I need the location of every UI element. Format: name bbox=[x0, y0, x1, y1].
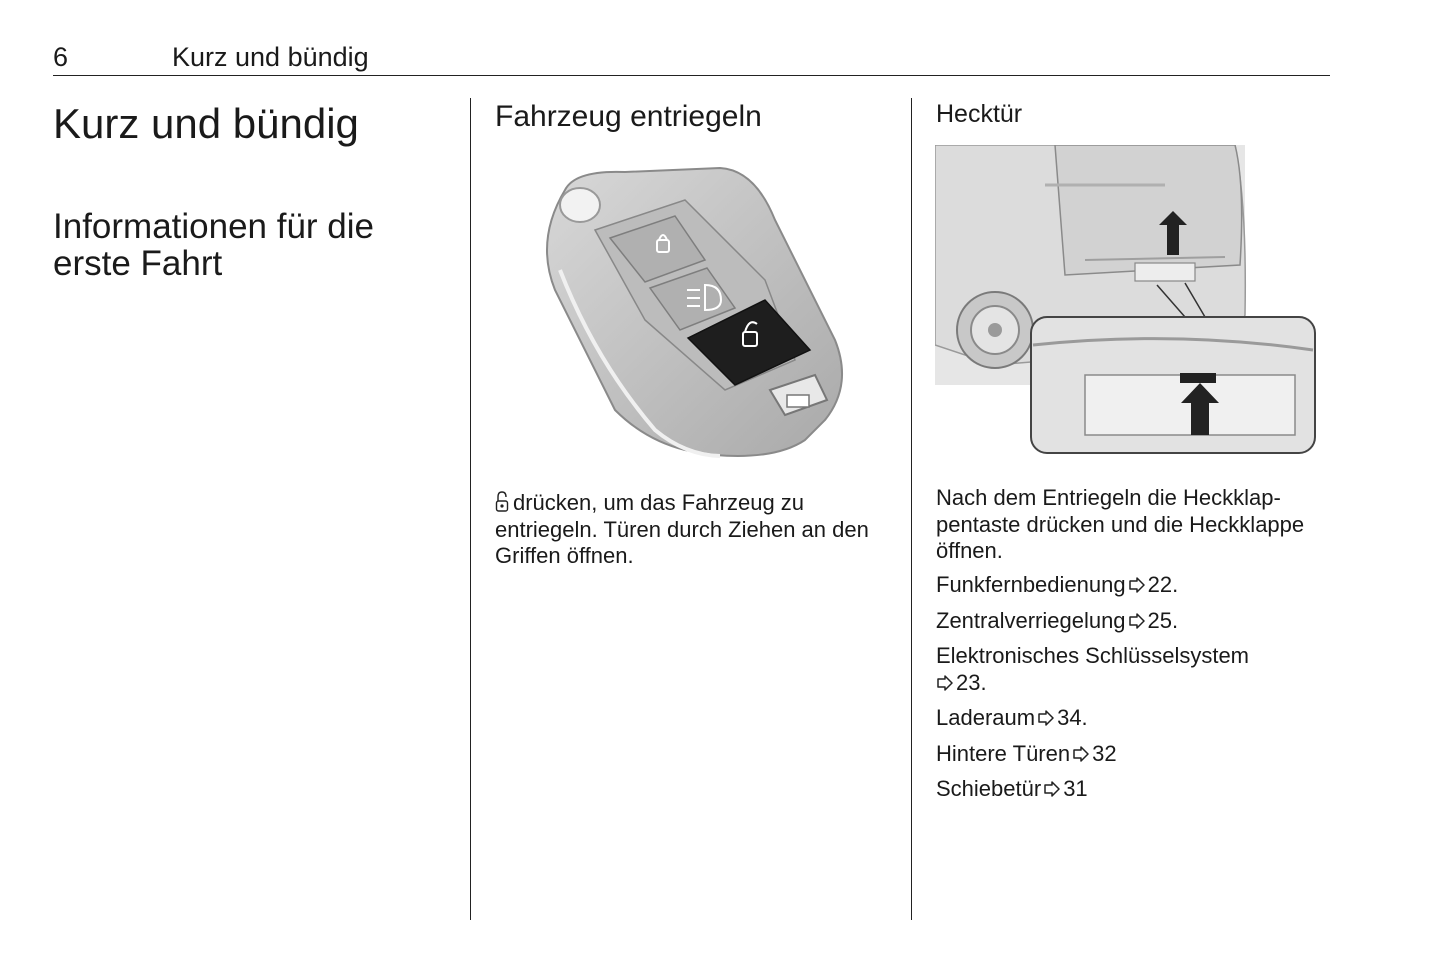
reference-page: 32 bbox=[1092, 740, 1117, 766]
reference-label: Hintere Türen bbox=[936, 740, 1071, 766]
reference-list bbox=[936, 572, 1336, 812]
reference-label: Laderaum bbox=[936, 705, 1036, 730]
reference-page: 23. bbox=[956, 669, 987, 695]
tailgate-illustration bbox=[935, 145, 1317, 457]
page-reference-arrow-icon bbox=[1072, 746, 1090, 762]
reference-label: Funkfernbedienung bbox=[936, 572, 1126, 597]
reference-label: Elektronisches Schlüsselsystem bbox=[936, 643, 1250, 668]
page-reference-arrow-icon bbox=[1037, 710, 1055, 726]
reference-page: 22. bbox=[1147, 572, 1179, 597]
running-title: Kurz und bündig bbox=[172, 42, 369, 72]
reference-page: 25. bbox=[1147, 607, 1179, 633]
header-rule bbox=[53, 75, 1330, 76]
reference-item[interactable] bbox=[936, 608, 1336, 635]
remote-key-illustration bbox=[535, 160, 855, 465]
reference-item[interactable] bbox=[936, 643, 1336, 696]
chapter-title: Kurz und bündig bbox=[53, 100, 359, 147]
page-reference-arrow-icon bbox=[1043, 781, 1061, 797]
page-number: 6 bbox=[53, 42, 69, 72]
unlock-icon bbox=[495, 491, 509, 513]
column-divider-1 bbox=[470, 98, 471, 920]
page-reference-arrow-icon bbox=[936, 675, 954, 691]
reference-page: 31 bbox=[1063, 776, 1088, 801]
unlock-instructions bbox=[495, 490, 875, 570]
reference-item[interactable] bbox=[936, 741, 1336, 768]
tailgate-heading: Hecktür bbox=[936, 100, 1023, 128]
reference-label: Schiebetür bbox=[936, 776, 1042, 801]
unlock-body-text: drücken, um das Fahrzeug zu entriegeln. Türen durch Ziehen an den Griffen öffnen. bbox=[495, 490, 869, 568]
tailgate-instructions: Nach dem Entriegeln die Heckklappentaste drücken und die Heckklappe öffnen. bbox=[936, 485, 1305, 563]
reference-page: 34. bbox=[1057, 705, 1088, 730]
reference-item[interactable] bbox=[936, 776, 1336, 803]
reference-label: Zentralverriegelung bbox=[936, 607, 1126, 633]
unlock-heading: Fahrzeug entriegeln bbox=[495, 100, 762, 133]
page-reference-arrow-icon bbox=[1128, 613, 1146, 629]
section-title: Informationen für die erste Fahrt bbox=[53, 207, 375, 283]
reference-item[interactable] bbox=[936, 705, 1336, 732]
page-reference-arrow-icon bbox=[1128, 577, 1146, 593]
reference-item[interactable] bbox=[936, 572, 1336, 599]
column-divider-2 bbox=[911, 98, 912, 920]
